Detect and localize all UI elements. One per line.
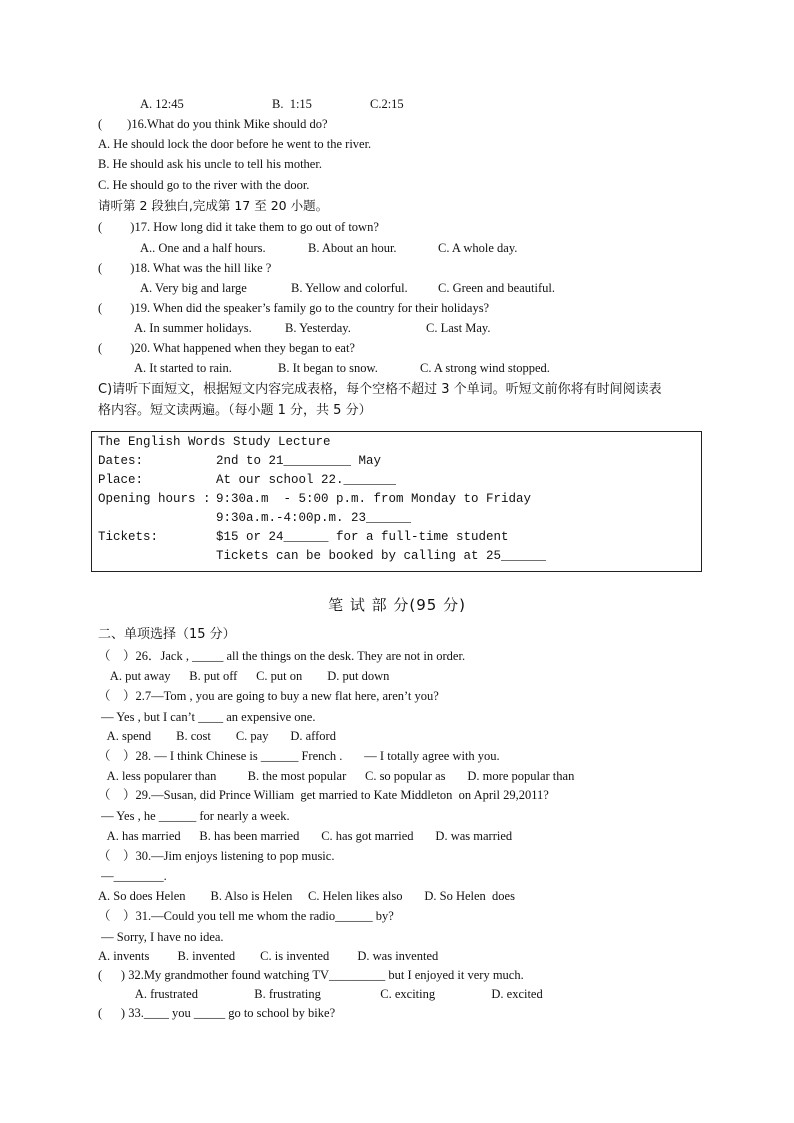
q19-option-a: A. In summer holidays. <box>134 321 252 335</box>
lecture-title: The English Words Study Lecture <box>98 435 331 449</box>
q16-option-b: B. He should ask his uncle to tell his mother. <box>98 157 322 171</box>
q15-option-a: A. 12:45 <box>140 97 184 111</box>
tickets-label: Tickets: <box>98 530 159 544</box>
q18-option-b: B. Yellow and colorful. <box>291 281 408 295</box>
question-line: A. So does Helen B. Also is Helen C. Helen likes also D. So Helen does <box>98 889 515 903</box>
q17-stem: ( )17. How long did it take them to go out of town? <box>98 220 379 234</box>
q20-option-a: A. It started to rain. <box>134 361 232 375</box>
q16-option-a: A. He should lock the door before he went to the river. <box>98 137 372 151</box>
q20-option-c: C. A strong wind stopped. <box>420 361 550 375</box>
question-line: ( ) 33.____ you _____ go to school by bike? <box>98 1006 336 1020</box>
dates-label: Dates: <box>98 454 144 468</box>
question-line: A. less popularer than B. the most popular C. so popular as D. more popular than <box>98 769 575 783</box>
place-value: At our school 22._______ <box>216 473 397 487</box>
question-line: A. frustrated B. frustrating C. exciting D. excited <box>98 987 543 1001</box>
question-line: （ ）28. — I think Chinese is ______ French . — I totally agree with you. <box>98 749 500 763</box>
place-label: Place: <box>98 473 144 487</box>
dates-value: 2nd to 21_________ May <box>216 454 382 468</box>
question-line: （ ）2.7—Tom , you are going to buy a new flat here, aren’t you? <box>98 689 439 703</box>
opening-hours-value: 9:30a.m - 5:00 p.m. from Monday to Friday <box>216 492 532 506</box>
question-line: A. put away B. put off C. put on D. put down <box>98 669 390 683</box>
question-line: （ ）31.—Could you tell me whom the radio______ by? <box>98 909 394 923</box>
q17-option-c: C. A whole day. <box>438 241 518 255</box>
passage2-instruction: 请听第 2 段独白,完成第 17 至 20 小题。 <box>98 198 329 213</box>
tickets-value: $15 or 24______ for a full-time student <box>216 530 509 544</box>
q17-option-a: A.. One and a half hours. <box>140 241 266 255</box>
q19-option-b: B. Yesterday. <box>285 321 351 335</box>
question-line: — Yes , he ______ for nearly a week. <box>98 809 290 823</box>
q19-option-c: C. Last May. <box>426 321 491 335</box>
q16-stem: ( )16.What do you think Mike should do? <box>98 117 328 131</box>
question-line: A. has married B. has been married C. has got married D. was married <box>98 829 513 843</box>
q20-stem: ( )20. What happened when they began to eat? <box>98 341 355 355</box>
written-section-title: 笔 试 部 分(95 分) <box>328 596 466 614</box>
q15-option-b: B. 1:15 <box>272 97 312 111</box>
opening-hours-weekend-value: 9:30a.m.-4:00p.m. 23______ <box>216 511 412 525</box>
q17-option-b: B. About an hour. <box>308 241 397 255</box>
q20-option-b: B. It began to snow. <box>278 361 378 375</box>
section2-heading: 二、单项选择（15 分） <box>98 627 236 642</box>
lecture-info-box <box>91 431 702 572</box>
question-line: — Sorry, I have no idea. <box>98 930 224 944</box>
question-line: A. invents B. invented C. is invented D. was invented <box>98 949 439 963</box>
question-line: A. spend B. cost C. pay D. afford <box>98 729 336 743</box>
question-line: （ ）30.—Jim enjoys listening to pop music. <box>98 849 335 863</box>
question-line: （ ）29.—Susan, did Prince William get married to Kate Middleton on April 29,2011? <box>98 788 549 802</box>
question-line: （ ）26．Jack , _____ all the things on the desk. They are not in order. <box>98 649 466 663</box>
q18-option-c: C. Green and beautiful. <box>438 281 555 295</box>
q18-option-a: A. Very big and large <box>140 281 247 295</box>
part-c-instruction-line2: 格内容。短文读两遍。（每小题 1 分，共 5 分） <box>98 403 372 418</box>
question-line: —________. <box>98 869 167 883</box>
question-line: — Yes , but I can’t ____ an expensive one. <box>98 710 316 724</box>
part-c-instruction-line1: C)请听下面短文，根据短文内容完成表格，每个空格不超过 3 个单词。听短文前你将有时间阅读表 <box>98 382 662 397</box>
question-line: ( ) 32.My grandmother found watching TV_________ but I enjoyed it very much. <box>98 968 524 982</box>
q19-stem: ( )19. When did the speaker’s family go to the country for their holidays? <box>98 301 490 315</box>
opening-hours-label: Opening hours : <box>98 492 211 506</box>
q15-option-c: C.2:15 <box>370 97 404 111</box>
q16-option-c: C. He should go to the river with the door. <box>98 178 310 192</box>
tickets-booking-value: Tickets can be booked by calling at 25______ <box>216 549 547 563</box>
q18-stem: ( )18. What was the hill like ? <box>98 261 272 275</box>
